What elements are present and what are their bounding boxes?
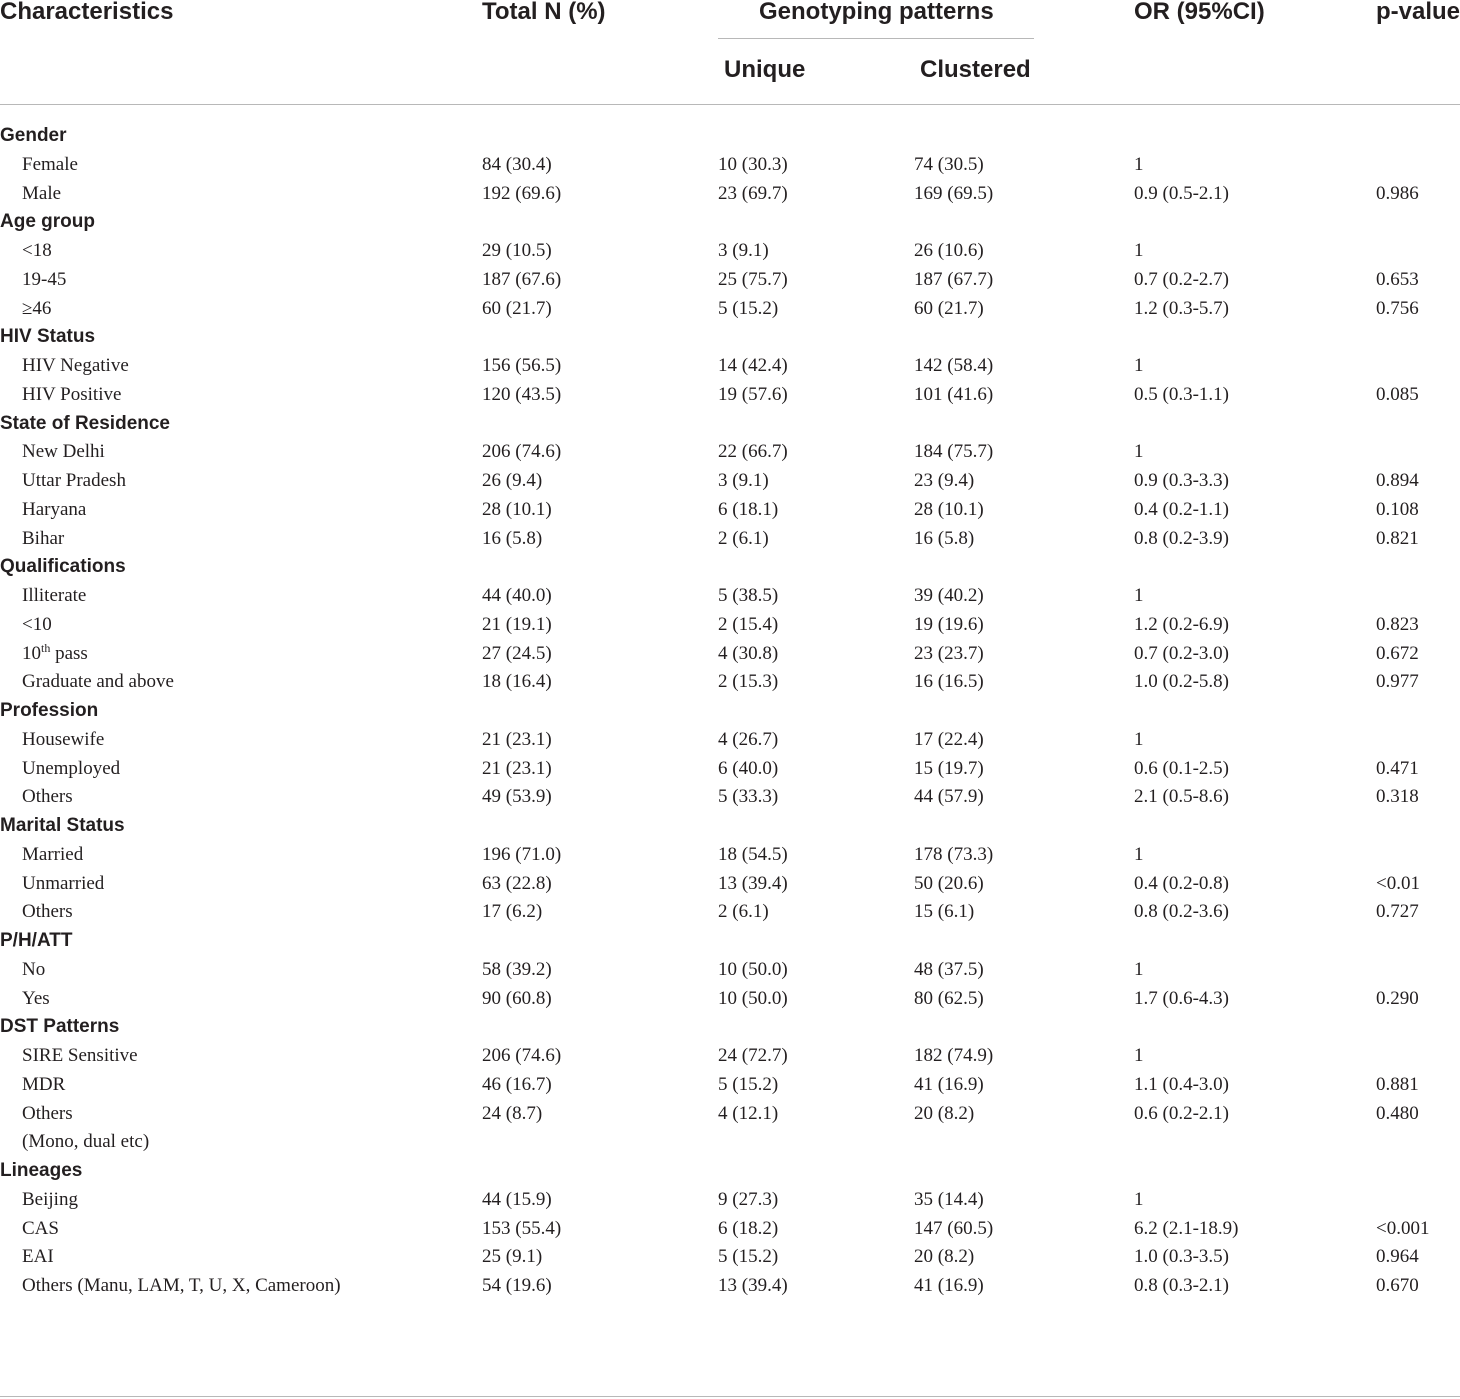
header-unique: Unique xyxy=(724,56,806,83)
cell-unique: 9 (27.3) xyxy=(718,1188,779,1210)
cell-total: 44 (15.9) xyxy=(482,1188,552,1210)
cell-or: 1.2 (0.2-6.9) xyxy=(1134,613,1229,635)
cell-unique: 25 (75.7) xyxy=(718,268,788,290)
cell-total: 206 (74.6) xyxy=(482,441,562,463)
cell-p-value: 0.727 xyxy=(1376,901,1419,923)
cell-unique: 6 (18.1) xyxy=(718,498,779,520)
table-row xyxy=(0,525,1460,553)
table-row xyxy=(0,611,1460,639)
cell-label: CAS xyxy=(22,1217,59,1239)
cell-label: New Delhi xyxy=(22,441,105,463)
cell-clustered: 142 (58.4) xyxy=(914,355,994,376)
cell-p-value: <0.01 xyxy=(1376,872,1420,894)
table-row xyxy=(0,1100,1460,1128)
cell-total: 90 (60.8) xyxy=(482,987,552,1009)
cell-or: 1.0 (0.3-3.5) xyxy=(1134,1246,1229,1268)
cell-total: 17 (6.2) xyxy=(482,901,543,923)
cell-label xyxy=(22,640,88,668)
cell-or: 0.4 (0.2-0.8) xyxy=(1134,872,1229,894)
cell-clustered: 147 (60.5) xyxy=(914,1217,994,1239)
cell-total: 28 (10.1) xyxy=(482,498,552,520)
group-label: State of Residence xyxy=(0,412,170,434)
cell-unique: 19 (57.6) xyxy=(718,383,788,405)
cell-clustered: 44 (57.9) xyxy=(914,786,984,808)
table-row xyxy=(0,352,1460,380)
group-header-row xyxy=(0,697,1460,725)
cell-total: 16 (5.8) xyxy=(482,527,543,549)
cell-or: 1.1 (0.4-3.0) xyxy=(1134,1073,1229,1095)
cell-unique: 6 (18.2) xyxy=(718,1217,779,1239)
cell-clustered: 187 (67.7) xyxy=(914,268,994,290)
cell-label: No xyxy=(22,958,46,980)
group-label: Profession xyxy=(0,700,99,721)
cell-unique: 18 (54.5) xyxy=(718,843,788,865)
cell-p-value: 0.823 xyxy=(1376,613,1419,635)
genotyping-underline xyxy=(718,38,1034,39)
cell-total: 27 (24.5) xyxy=(482,642,552,664)
table-row xyxy=(0,1071,1460,1099)
header-genotyping-patterns: Genotyping patterns xyxy=(759,0,994,25)
cell-total: 24 (8.7) xyxy=(482,1102,543,1124)
cell-clustered: 74 (30.5) xyxy=(914,153,984,175)
cell-or: 0.9 (0.3-3.3) xyxy=(1134,470,1229,491)
cell-label: Haryana xyxy=(22,498,87,520)
cell-or: 0.8 (0.3-2.1) xyxy=(1134,1275,1229,1296)
group-label: HIV Status xyxy=(0,326,96,348)
cell-or: 1 xyxy=(1134,355,1144,376)
cell-label: Illiterate xyxy=(22,585,87,606)
group-label: DST Patterns xyxy=(0,1016,120,1038)
cell-clustered: 26 (10.6) xyxy=(914,240,984,261)
cell-p-value: 0.821 xyxy=(1376,527,1419,549)
table-row xyxy=(0,266,1460,294)
cell-label: Unmarried xyxy=(22,872,105,894)
cell-or: 1 xyxy=(1134,1045,1144,1066)
cell-clustered: 48 (37.5) xyxy=(914,958,984,980)
cell-label: Graduate and above xyxy=(22,671,174,693)
cell-total: 58 (39.2) xyxy=(482,958,552,980)
cell-total: 156 (56.5) xyxy=(482,355,562,376)
group-label: Marital Status xyxy=(0,815,125,836)
cell-unique: 5 (15.2) xyxy=(718,1073,779,1095)
cell-or: 0.8 (0.2-3.9) xyxy=(1134,527,1229,549)
cell-label: MDR xyxy=(22,1073,66,1095)
cell-total: 29 (10.5) xyxy=(482,240,552,261)
cell-unique: 4 (26.7) xyxy=(718,728,779,750)
cell-total: 49 (53.9) xyxy=(482,786,552,808)
cell-clustered: 28 (10.1) xyxy=(914,498,984,520)
cell-p-value: 0.881 xyxy=(1376,1073,1419,1095)
cell-unique: 4 (12.1) xyxy=(718,1102,779,1124)
cell-clustered: 20 (8.2) xyxy=(914,1102,975,1124)
cell-or: 1 xyxy=(1134,728,1144,750)
group-header-row xyxy=(0,927,1460,955)
table-row xyxy=(0,1186,1460,1214)
table-row xyxy=(0,467,1460,495)
table-row xyxy=(0,1272,1460,1300)
table-row xyxy=(0,180,1460,208)
cell-p-value: 0.986 xyxy=(1376,182,1419,204)
cell-or: 1 xyxy=(1134,585,1144,606)
cell-or: 1 xyxy=(1134,1188,1144,1210)
cell-p-value: 0.318 xyxy=(1376,786,1419,808)
cell-p-value: 0.653 xyxy=(1376,268,1419,290)
cell-clustered: 15 (6.1) xyxy=(914,901,975,923)
cell-unique: 5 (33.3) xyxy=(718,786,779,808)
cell-unique: 13 (39.4) xyxy=(718,872,788,894)
cell-unique: 2 (6.1) xyxy=(718,527,769,549)
cell-or: 1 xyxy=(1134,240,1144,261)
cell-label: Married xyxy=(22,843,84,865)
cell-label-main: 10 xyxy=(22,642,41,664)
cell-label-sup: th xyxy=(41,640,51,655)
table-row xyxy=(0,898,1460,926)
cell-label: Male xyxy=(22,182,62,204)
cell-clustered: 23 (9.4) xyxy=(914,470,975,491)
table-row xyxy=(0,496,1460,524)
cell-clustered: 17 (22.4) xyxy=(914,728,984,750)
cell-label: Female xyxy=(22,153,78,175)
group-header-row xyxy=(0,208,1460,236)
cell-total: 18 (16.4) xyxy=(482,671,552,693)
cell-p-value: 0.964 xyxy=(1376,1246,1419,1268)
cell-or: 2.1 (0.5-8.6) xyxy=(1134,786,1229,808)
cell-label: SIRE Sensitive xyxy=(22,1045,138,1066)
table-row xyxy=(0,438,1460,466)
cell-label: Yes xyxy=(22,987,50,1009)
cell-clustered: 184 (75.7) xyxy=(914,441,994,463)
cell-label: HIV Negative xyxy=(22,355,129,376)
cell-unique: 24 (72.7) xyxy=(718,1045,788,1066)
group-label: Qualifications xyxy=(0,556,126,578)
cell-clustered: 60 (21.7) xyxy=(914,297,984,319)
cell-unique: 2 (15.4) xyxy=(718,613,779,635)
table-row xyxy=(0,1042,1460,1070)
table-bottom-rule xyxy=(0,1396,1460,1397)
cell-clustered: 39 (40.2) xyxy=(914,585,984,606)
header-total: Total N (%) xyxy=(482,0,606,25)
cell-clustered: 169 (69.5) xyxy=(914,182,994,204)
table-row xyxy=(0,1243,1460,1271)
cell-or: 6.2 (2.1-18.9) xyxy=(1134,1217,1239,1239)
cell-p-value: <0.001 xyxy=(1376,1217,1430,1239)
cell-p-value: 0.670 xyxy=(1376,1275,1419,1296)
table-row xyxy=(0,381,1460,409)
group-label: Age group xyxy=(0,211,95,233)
cell-clustered: 182 (74.9) xyxy=(914,1045,994,1066)
cell-clustered: 41 (16.9) xyxy=(914,1073,984,1095)
table-row xyxy=(0,755,1460,783)
cell-label: Others xyxy=(22,786,73,808)
group-header-row xyxy=(0,122,1460,150)
cell-label: Others xyxy=(22,901,73,923)
cell-unique: 23 (69.7) xyxy=(718,182,788,204)
cell-or: 1 xyxy=(1134,153,1144,175)
cell-or: 1 xyxy=(1134,843,1144,865)
cell-clustered: 23 (23.7) xyxy=(914,642,984,664)
cell-or: 1.0 (0.2-5.8) xyxy=(1134,671,1229,693)
group-header-row xyxy=(0,323,1460,351)
cell-clustered: 20 (8.2) xyxy=(914,1246,975,1268)
table-row xyxy=(0,295,1460,323)
header-bottom-rule xyxy=(0,104,1460,105)
cell-unique: 22 (66.7) xyxy=(718,441,788,463)
table-row xyxy=(0,1215,1460,1243)
cell-or: 0.5 (0.3-1.1) xyxy=(1134,383,1229,405)
cell-unique: 13 (39.4) xyxy=(718,1275,788,1296)
cell-total: 25 (9.1) xyxy=(482,1246,543,1268)
cell-label: Bihar xyxy=(22,527,65,549)
cell-label: Housewife xyxy=(22,728,105,750)
cell-unique: 10 (50.0) xyxy=(718,987,788,1009)
table-row xyxy=(0,668,1460,696)
cell-clustered: 16 (5.8) xyxy=(914,527,975,549)
cell-total: 60 (21.7) xyxy=(482,297,552,319)
cell-total: 120 (43.5) xyxy=(482,383,562,405)
header-clustered: Clustered xyxy=(920,56,1031,83)
cell-clustered: 50 (20.6) xyxy=(914,872,984,894)
cell-or: 0.6 (0.2-2.1) xyxy=(1134,1102,1229,1124)
group-header-row xyxy=(0,1157,1460,1185)
cell-total: 54 (19.6) xyxy=(482,1275,552,1296)
cell-total: 187 (67.6) xyxy=(482,268,562,290)
table-row xyxy=(0,956,1460,984)
cell-unique: 14 (42.4) xyxy=(718,355,788,376)
cell-unique: 5 (15.2) xyxy=(718,1246,779,1268)
header-or: OR (95%CI) xyxy=(1134,0,1265,25)
cell-clustered: 15 (19.7) xyxy=(914,757,984,779)
cell-or: 0.9 (0.5-2.1) xyxy=(1134,182,1229,204)
cell-total: 21 (23.1) xyxy=(482,728,552,750)
group-header-row xyxy=(0,410,1460,438)
cell-unique: 2 (15.3) xyxy=(718,671,779,693)
header-pvalue: p-value xyxy=(1376,0,1460,25)
cell-label: 19-45 xyxy=(22,268,67,290)
cell-total: 206 (74.6) xyxy=(482,1045,562,1066)
cell-or: 1.2 (0.3-5.7) xyxy=(1134,297,1229,319)
cell-or: 1 xyxy=(1134,958,1144,980)
cell-p-value: 0.108 xyxy=(1376,498,1419,520)
cell-label: ≥46 xyxy=(22,297,52,319)
cell-unique: 4 (30.8) xyxy=(718,642,779,664)
table-row xyxy=(0,870,1460,898)
group-header-row xyxy=(0,1013,1460,1041)
cell-p-value: 0.480 xyxy=(1376,1102,1419,1124)
cell-p-value: 0.756 xyxy=(1376,297,1419,319)
cell-label-suffix: pass xyxy=(50,642,88,664)
table-row xyxy=(0,151,1460,179)
table-row xyxy=(0,726,1460,754)
cell-total: 192 (69.6) xyxy=(482,182,562,204)
table-row xyxy=(0,985,1460,1013)
cell-clustered: 35 (14.4) xyxy=(914,1188,984,1210)
cell-total: 84 (30.4) xyxy=(482,153,552,175)
cell-p-value: 0.290 xyxy=(1376,987,1419,1009)
cell-label: Uttar Pradesh xyxy=(22,470,126,491)
cell-label: EAI xyxy=(22,1246,54,1268)
cell-p-value: 0.977 xyxy=(1376,671,1419,693)
cell-label: (Mono, dual etc) xyxy=(22,1131,150,1153)
cell-label: Beijing xyxy=(22,1188,78,1210)
cell-or: 1.7 (0.6-4.3) xyxy=(1134,987,1229,1009)
table-row xyxy=(0,1128,1460,1156)
cell-label: <18 xyxy=(22,240,52,261)
cell-total: 21 (23.1) xyxy=(482,757,552,779)
group-label: Lineages xyxy=(0,1160,83,1181)
table-row xyxy=(0,582,1460,610)
cell-label: Others (Manu, LAM, T, U, X, Cameroon) xyxy=(22,1275,341,1296)
cell-or: 0.7 (0.2-3.0) xyxy=(1134,642,1229,664)
cell-clustered: 41 (16.9) xyxy=(914,1275,984,1296)
cell-unique: 2 (6.1) xyxy=(718,901,769,923)
cell-or: 1 xyxy=(1134,441,1144,463)
cell-unique: 10 (50.0) xyxy=(718,958,788,980)
cell-or: 0.6 (0.1-2.5) xyxy=(1134,757,1229,779)
cell-clustered: 178 (73.3) xyxy=(914,843,994,865)
cell-total: 44 (40.0) xyxy=(482,585,552,606)
cell-unique: 5 (15.2) xyxy=(718,297,779,319)
group-header-row xyxy=(0,812,1460,840)
table-row xyxy=(0,841,1460,869)
cell-total: 63 (22.8) xyxy=(482,872,552,894)
cell-or: 0.8 (0.2-3.6) xyxy=(1134,901,1229,923)
cell-unique: 3 (9.1) xyxy=(718,470,769,491)
group-label: P/H/ATT xyxy=(0,930,73,951)
cell-p-value: 0.085 xyxy=(1376,383,1419,405)
table-row xyxy=(0,783,1460,811)
cell-unique: 10 (30.3) xyxy=(718,153,788,175)
cell-p-value: 0.672 xyxy=(1376,642,1419,664)
cell-unique: 5 (38.5) xyxy=(718,585,779,606)
cell-clustered: 101 (41.6) xyxy=(914,383,994,405)
cell-total: 46 (16.7) xyxy=(482,1073,552,1095)
cell-label: HIV Positive xyxy=(22,383,122,405)
cell-p-value: 0.471 xyxy=(1376,757,1419,779)
group-label: Gender xyxy=(0,125,67,146)
cell-or: 0.4 (0.2-1.1) xyxy=(1134,498,1229,520)
header-characteristics: Characteristics xyxy=(0,0,174,25)
cell-total: 26 (9.4) xyxy=(482,470,543,491)
table-row xyxy=(0,237,1460,265)
table-row xyxy=(0,640,1460,668)
cell-label: Unemployed xyxy=(22,757,121,779)
cell-clustered: 19 (19.6) xyxy=(914,613,984,635)
cell-label: Others xyxy=(22,1102,73,1124)
cell-unique: 6 (40.0) xyxy=(718,757,779,779)
cell-unique: 3 (9.1) xyxy=(718,240,769,261)
cell-total: 21 (19.1) xyxy=(482,613,552,635)
cell-total: 196 (71.0) xyxy=(482,843,562,865)
cell-p-value: 0.894 xyxy=(1376,470,1419,491)
cell-clustered: 80 (62.5) xyxy=(914,987,984,1009)
cell-clustered: 16 (16.5) xyxy=(914,671,984,693)
cell-or: 0.7 (0.2-2.7) xyxy=(1134,268,1229,290)
cell-total: 153 (55.4) xyxy=(482,1217,562,1239)
cell-label: <10 xyxy=(22,613,52,635)
group-header-row xyxy=(0,553,1460,581)
